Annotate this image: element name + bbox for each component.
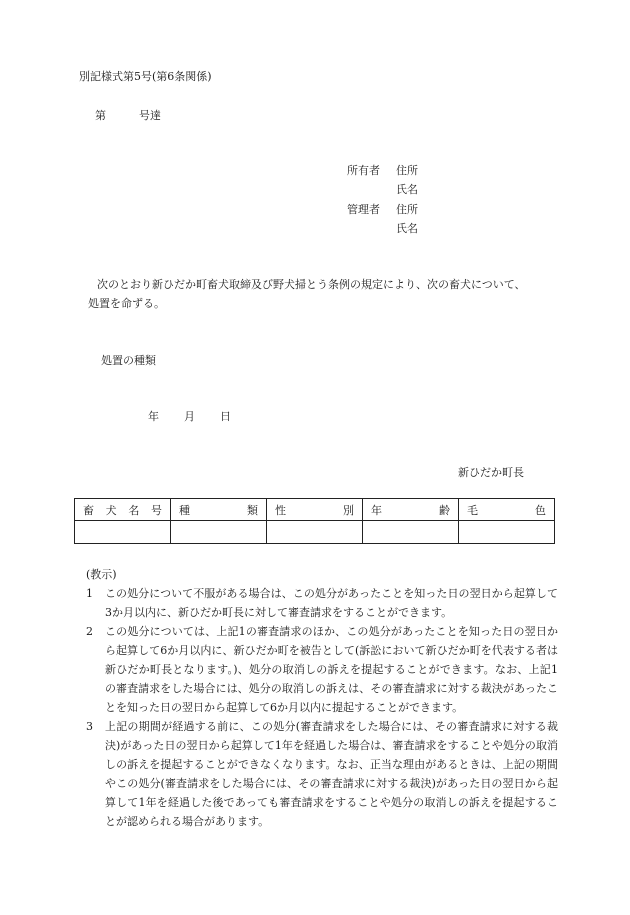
note-text: 上記の期間が経過する前に、この処分(審査請求をした場合には、その審査請求に対する裁決)があった日の翌日から起算して1年を経過した場合は、審査請求をすることや処分の取消しの訴えを提起することができなくなります。なお、正当な理由があるときは、上記の期間やこの処分(審査請求をした場合には、その審査請求に対する裁決)があった日の翌日から起算して1年を経過した後であっても審査請求をすることや処分の取消しの訴えを提起することが認められる場合があります。 (105, 720, 558, 828)
cell-age (363, 521, 459, 544)
date-day-label: 日 (220, 410, 231, 423)
doc-number-prefix: 第 (95, 109, 106, 122)
note-text: この処分について不服がある場合は、この処分があったことを知った日の翌日から起算して3か月以内に、新ひだか町長に対して審査請求をすることができます。 (105, 587, 558, 619)
header-cell-coat-color (459, 499, 555, 521)
note-text: この処分については、上記1の審査請求のほか、この処分があったことを知った日の翌日から起算して6か月以内に、新ひだか町を被告として(訴訟において新ひだか町を代表する者は新ひだか町長となります。)、処分の取消しの訴えを提起することができます。なお、上記1の審査請求をした場合には、処分の取消しの訴えは、その審査請求に対する裁決があったことを知った日の翌日から起算して6か月以内に提起することができます。 (105, 625, 558, 714)
header-char: 年 (371, 503, 382, 517)
manager-label: 管理者 (347, 203, 380, 216)
header-char: 犬 (105, 503, 117, 517)
note-item (86, 717, 558, 831)
form-title: 別記様式第5号(第6条関係) (79, 70, 212, 83)
doc-number-suffix: 号達 (139, 109, 161, 122)
body-text-line1: 次のとおり新ひだか町畜犬取締及び野犬掃とう条例の規定により、次の畜犬について、 (97, 278, 526, 291)
cell-sex (267, 521, 363, 544)
cell-coat-color (459, 521, 555, 544)
issuer-name: 新ひだか町長 (458, 466, 524, 479)
header-char: 色 (535, 503, 546, 517)
disposition-type-label: 処置の種類 (101, 354, 156, 367)
header-char: 類 (247, 503, 258, 517)
note-item (86, 622, 558, 717)
cell-breed (171, 521, 267, 544)
manager-name-label: 氏名 (396, 222, 418, 235)
header-cell-dog-name (75, 499, 171, 521)
owner-name-label: 氏名 (396, 183, 418, 196)
cell-dog-name (75, 521, 171, 544)
dog-info-table (74, 498, 555, 544)
note-item (86, 584, 558, 622)
header-char: 齢 (439, 503, 450, 517)
header-cell-sex (267, 499, 363, 521)
date-month-label: 月 (184, 410, 195, 423)
owner-address-label: 住所 (396, 164, 418, 177)
header-char: 畜 (83, 503, 94, 517)
manager-address-label: 住所 (396, 203, 418, 216)
note-number: 2 (86, 625, 93, 638)
table-header-row (75, 499, 555, 521)
note-number: 1 (86, 587, 93, 600)
instruction-notes (86, 565, 558, 831)
header-char: 種 (179, 503, 190, 517)
header-char: 毛 (467, 503, 478, 517)
notes-heading: (教示) (86, 568, 117, 581)
table-row (75, 521, 555, 544)
header-cell-age (363, 499, 459, 521)
note-number: 3 (86, 720, 93, 733)
date-year-label: 年 (148, 410, 159, 423)
header-char: 名 (128, 503, 140, 517)
header-cell-breed (171, 499, 267, 521)
header-char: 号 (150, 503, 162, 517)
owner-label: 所有者 (347, 164, 380, 177)
body-text-line2: 処置を命ずる。 (88, 297, 165, 310)
header-char: 別 (343, 503, 354, 517)
header-char: 性 (275, 503, 286, 517)
